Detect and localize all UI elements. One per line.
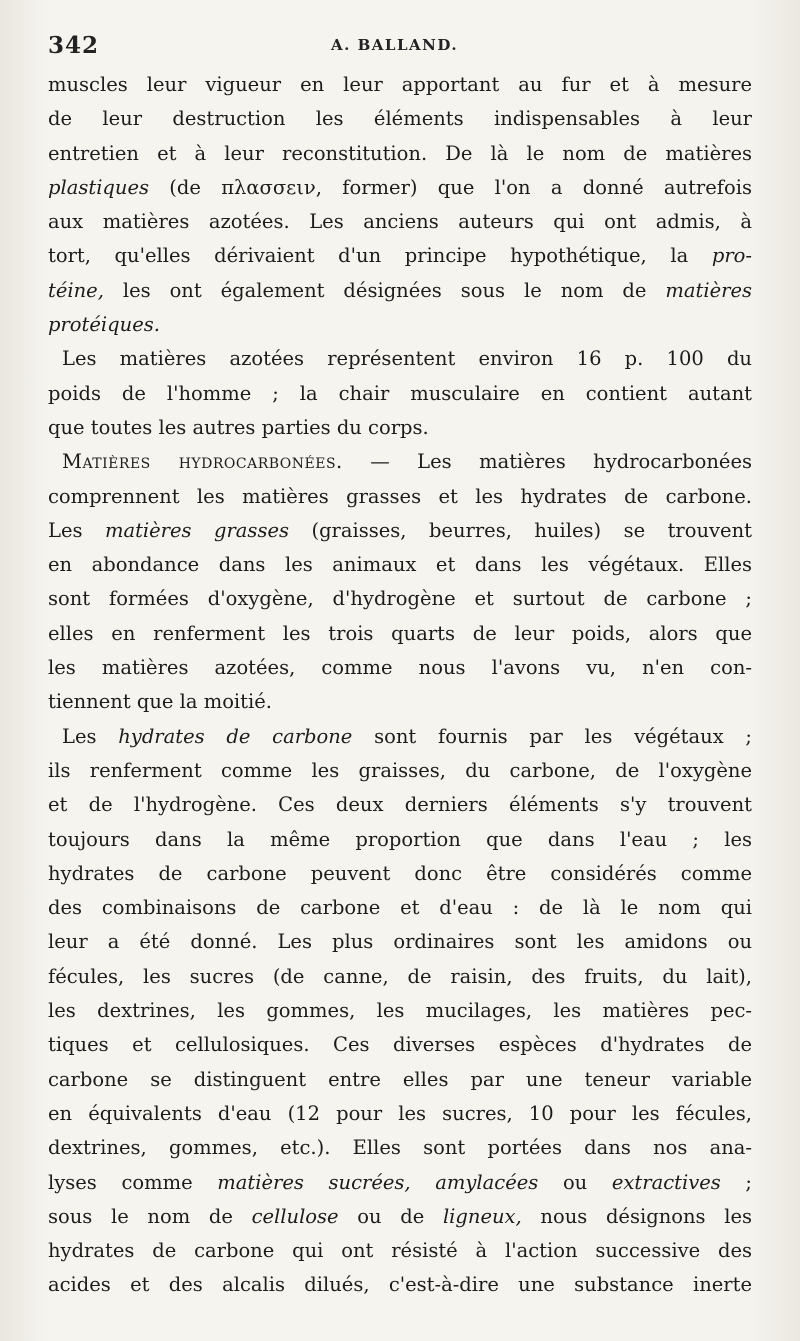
body-text xyxy=(48,68,752,1303)
paragraph-1 xyxy=(48,68,752,342)
italic-term: matières xyxy=(665,278,752,302)
text-line: dextrines, gommes, etc.). Elles sont portées dans nos ana- xyxy=(48,1136,752,1160)
text-line: et de l'hydrogène. Ces deux derniers éléments s'y trouvent xyxy=(48,793,752,817)
text-line: entretien et à leur reconstitution. De là le nom de matières xyxy=(48,141,752,165)
text-span: sont fournis par les végétaux ; xyxy=(352,724,753,748)
italic-term: matières sucrées, xyxy=(217,1170,411,1194)
page-number: 342 xyxy=(48,32,100,59)
italic-term: hydrates de carbone xyxy=(118,724,353,748)
italic-term: extractives xyxy=(611,1170,721,1194)
text-line: poids de l'homme ; la chair musculaire en contient autant xyxy=(48,381,752,405)
italic-term: amylacées xyxy=(435,1170,539,1194)
text-span: lyses comme xyxy=(48,1170,218,1194)
text-span: sous le nom de xyxy=(48,1204,252,1228)
italic-term: cellulose xyxy=(251,1204,339,1228)
text-line: muscles leur vigueur en leur apportant au fur et à mesure xyxy=(48,73,752,96)
text-line: elles en renferment les trois quarts de leur poids, alors que xyxy=(48,621,752,645)
text-line: hydrates de carbone peuvent donc être considérés comme xyxy=(48,861,752,885)
text-line: les matières azotées, comme nous l'avons vu, n'en con- xyxy=(48,656,752,680)
text-line: en abondance dans les animaux et dans les végétaux. Elles xyxy=(48,553,752,577)
text-span: — Les matières hydrocarbonées xyxy=(342,450,752,474)
text-span: (de πλασσειν, former) que l'on a donné autrefois xyxy=(149,175,752,199)
page-header xyxy=(48,30,752,64)
text-line: carbone se distinguent entre elles par une teneur variable xyxy=(48,1067,752,1091)
text-line xyxy=(48,445,752,479)
text-line xyxy=(48,308,752,342)
text-line: tiennent que la moitié. xyxy=(48,690,272,714)
text-line xyxy=(48,1200,752,1234)
text-line: toujours dans la même proportion que dans l'eau ; les xyxy=(48,827,752,851)
section-heading: Matières hydrocarbonées. xyxy=(62,450,343,474)
text-span: ou de xyxy=(338,1204,443,1228)
text-line xyxy=(48,239,752,273)
text-line xyxy=(48,274,752,308)
text-line: ils renferment comme les graisses, du carbone, de l'oxygène xyxy=(48,758,752,782)
italic-term: pro- xyxy=(711,244,752,268)
text-line: tiques et cellulosiques. Ces diverses espèces d'hydrates de xyxy=(48,1033,752,1057)
text-line: comprennent les matières grasses et les hydrates de carbone. xyxy=(48,484,752,508)
paragraph-3 xyxy=(48,445,752,719)
text-line: les dextrines, les gommes, les mucilages, les matières pec- xyxy=(48,999,752,1023)
italic-term: matières grasses xyxy=(104,518,289,542)
text-line: en équivalents d'eau (12 pour les sucres, 10 pour les fécules, xyxy=(48,1101,752,1125)
text-line: des combinaisons de carbone et d'eau : de là le nom qui xyxy=(48,896,752,920)
text-line: de leur destruction les éléments indispensables à leur xyxy=(48,107,752,131)
italic-term: protéiques. xyxy=(48,313,160,337)
text-span: Les xyxy=(62,724,119,748)
text-line xyxy=(48,1166,752,1200)
text-line: leur a été donné. Les plus ordinaires sont les amidons ou xyxy=(48,930,752,954)
text-span: ; xyxy=(720,1170,752,1194)
italic-term: ligneux, xyxy=(442,1204,522,1228)
paragraph-2 xyxy=(48,342,752,445)
text-span: Les xyxy=(48,518,105,542)
text-span: les ont également désignées sous le nom de xyxy=(103,278,666,302)
text-span: tort, qu'elles dérivaient d'un principe hypothétique, la xyxy=(48,244,712,268)
paragraph-4 xyxy=(48,720,752,1303)
italic-term: téine, xyxy=(48,278,104,302)
text-line: fécules, les sucres (de canne, de raisin, des fruits, du lait), xyxy=(48,964,752,988)
text-line: sont formées d'oxygène, d'hydrogène et surtout de carbone ; xyxy=(48,587,752,611)
text-line: hydrates de carbone qui ont résisté à l'action successive des xyxy=(48,1239,752,1263)
text-span: nous désignons les xyxy=(521,1204,753,1228)
text-line: Les matières azotées représentent environ 16 p. 100 du xyxy=(62,347,752,371)
italic-term: plastiques xyxy=(48,175,150,199)
running-head: A. BALLAND. xyxy=(331,36,459,54)
text-line xyxy=(48,514,752,548)
text-line xyxy=(48,720,752,754)
text-line: que toutes les autres parties du corps. xyxy=(48,415,429,439)
text-span xyxy=(411,1171,436,1194)
text-line xyxy=(48,171,752,205)
text-span: ou xyxy=(538,1170,612,1194)
text-line: aux matières azotées. Les anciens auteurs qui ont admis, à xyxy=(48,210,752,234)
text-span: (graisses, beurres, huiles) se trouvent xyxy=(289,518,752,542)
text-line: acides et des alcalis dilués, c'est-à-dire une substance inerte xyxy=(48,1273,752,1297)
